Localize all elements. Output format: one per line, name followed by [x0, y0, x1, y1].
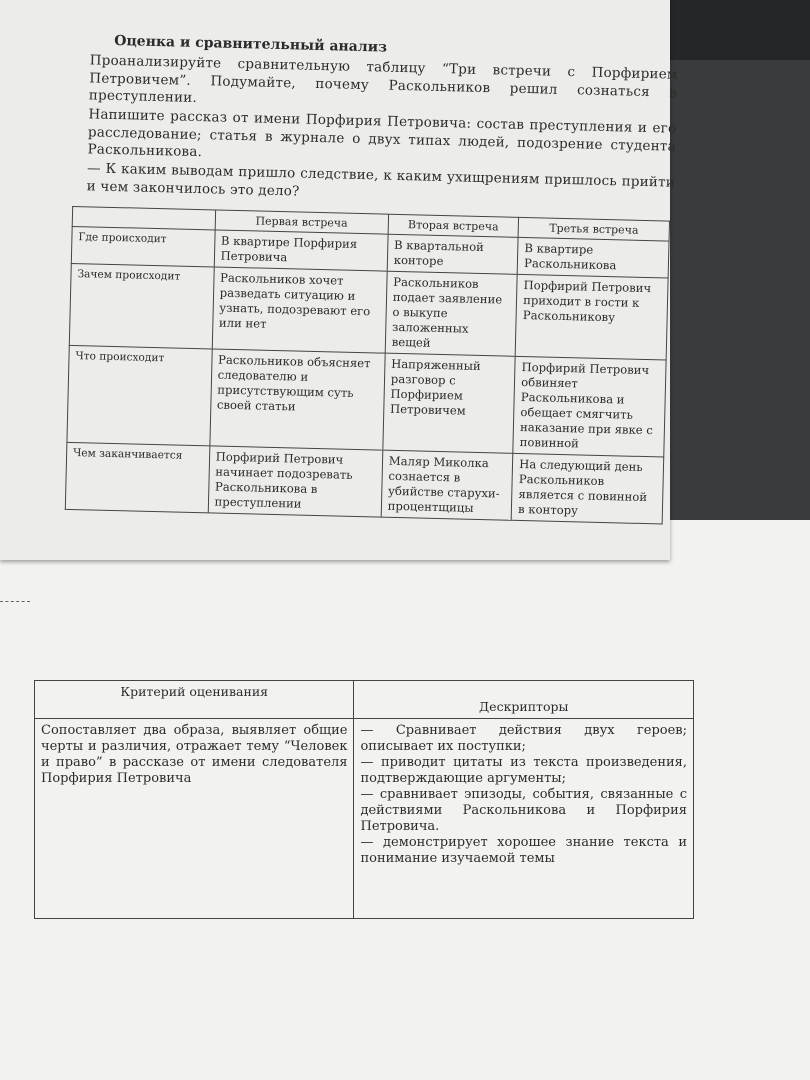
criterion-text: Сопоставляет два образа, выявляет общие черты и различия, отражает тему “Человек и право” в рассказе от имени следователя Порфирия Петровича — [35, 719, 354, 919]
row-label: Где происходит — [71, 226, 214, 266]
section-heading: Оценка и сравнительный анализ — [114, 32, 388, 56]
table-cell: Раскольников объясняет следователю и присутствующим суть своей статьи — [210, 349, 386, 450]
row-label: Зачем происходит — [69, 263, 214, 348]
task-paragraph-1: Проанализируйте сравнительную таблицу “Три встречи с Порфирием Петровичем”. Подумайте, почему Раскольников решил сознаться в преступлении. — [88, 52, 678, 106]
descriptor-item: — демонстрирует хорошее знание текста и понимание изучаемой темы — [360, 835, 687, 866]
row-label: Что происходит — [67, 345, 212, 445]
criterion-header: Критерий оценивания — [35, 681, 354, 719]
table-cell: Маляр Миколка сознается в убийстве старухи-процентщицы — [381, 450, 513, 520]
table-cell: В квартире Раскольникова — [517, 237, 669, 278]
criteria-body-row — [35, 719, 694, 919]
descriptors-header: Дескрипторы — [354, 681, 694, 719]
table-row — [67, 345, 666, 457]
table-cell: В квартальной конторе — [387, 234, 518, 274]
task-paragraph-2: Напишите рассказ от имени Порфирия Петровича: состав преступления и его расследование; статья в журнале о двух типах людей, подозрение студента Раскольникова. — [87, 106, 677, 161]
header-second-meeting: Вторая встреча — [388, 214, 519, 237]
header-third-meeting: Третья встреча — [518, 217, 669, 241]
table-cell: На следующий день Раскольников является с повинной в контору — [511, 453, 663, 524]
criteria-header-row — [35, 681, 694, 719]
criteria-table — [34, 680, 694, 919]
table-cell: Раскольников хочет разведать ситуацию и узнать, подозревают его или нет — [212, 267, 387, 353]
table-cell: Напряженный разговор с Порфирием Петровичем — [383, 353, 516, 453]
table-row — [65, 442, 663, 524]
table-cell: Раскольников подает заявление о выкупе заложенных вещей — [385, 271, 517, 356]
descriptors-list — [354, 719, 694, 919]
descriptor-item: — приводит цитаты из текста произведения, подтверждающие аргументы; — [360, 755, 687, 786]
comparison-table — [65, 206, 670, 525]
row-label: Чем заканчивается — [65, 442, 209, 512]
table-cell: В квартире Порфирия Петровича — [214, 230, 388, 271]
table-cell: Порфирий Петрович обвиняет Раскольникова и обещает смягчить наказание при явке с повинной — [513, 356, 666, 457]
table-cell: Порфирий Петрович начинает подозревать Раскольникова в преступлении — [208, 446, 383, 517]
table-cell: Порфирий Петрович приходит в гости к Раскольникову — [515, 274, 668, 360]
fold-line — [0, 601, 30, 602]
descriptor-item: — Сравнивает действия двух героев; описывает их поступки; — [360, 723, 687, 754]
header-first-meeting: Первая встреча — [215, 210, 389, 234]
task-paragraph-3: — К каким выводам пришло следствие, к каким ухищрениям пришлось прийти и чем закончилось это дело? — [86, 160, 676, 200]
descriptor-item: — сравнивает эпизоды, события, связанные с действиями Раскольникова и Порфирия Петровича. — [360, 787, 687, 834]
table-row — [69, 263, 668, 360]
